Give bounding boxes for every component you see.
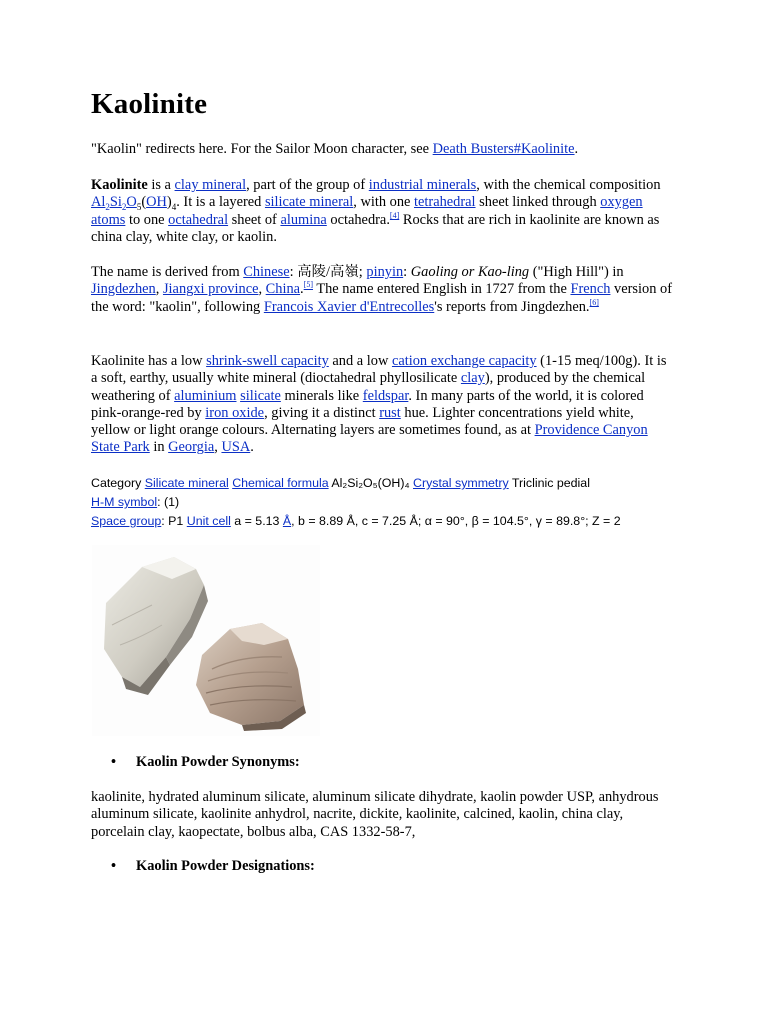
link-atoms[interactable]: atoms — [91, 211, 126, 228]
intro-paragraph: Kaolinite is a clay mineral, part of the group of industrial minerals, with the chemical composition $Al_2Si_2O_5(OH)_4$. It is a layered silicate mineral, with one tetrahedral sheet linked through oxygen atoms to one octahedral sheet of alumina octahedra.[4] Rocks that are rich in kaolinite are known as china clay, white clay, or kaolin. — [91, 177, 661, 245]
bullet-designations-heading: • Kaolin Powder Designations: — [111, 858, 315, 875]
link-alumina[interactable]: alumina — [280, 211, 327, 228]
link-angstrom[interactable]: Å — [282, 514, 292, 528]
link-formula-al[interactable]: $Al_2Si_2O$ — [91, 194, 137, 213]
reference-6[interactable]: [6] — [589, 297, 599, 307]
link-shrink-swell[interactable]: shrink-swell capacity — [206, 353, 329, 369]
link-jingdezhen[interactable]: Jingdezhen — [91, 281, 156, 298]
link-silicate-mineral-category[interactable]: Silicate mineral — [144, 476, 229, 490]
link-french[interactable]: French — [570, 281, 611, 298]
link-clay-mineral[interactable]: clay mineral — [174, 177, 247, 193]
name-origin-paragraph: The name is derived from Chinese: 高陵/高嶺; pinyin: Gaoling or Kao-ling ("High Hill") in Jingdezhen, Jiangxi province, China.[5] The name entered English in 1727 from the French version of the word: "kaolin", following Francois Xavier d'Entrecolles's reports from Jingdezhen.[6] — [91, 264, 672, 315]
bullet-list-synonyms — [111, 754, 300, 771]
link-unit-cell[interactable]: Unit cell — [186, 514, 231, 528]
link-industrial-minerals[interactable]: industrial minerals — [368, 177, 477, 193]
link-aluminium[interactable]: aluminium — [174, 387, 237, 404]
bullet-list-designations — [111, 858, 315, 875]
infobox-category-line: Category Silicate mineral Chemical formula Al₂Si₂O₅(OH)₄ Crystal symmetry Triclinic pedial — [91, 476, 590, 490]
page-title: Kaolinite — [91, 88, 208, 120]
link-chemical-formula[interactable]: Chemical formula — [232, 476, 329, 490]
link-china[interactable]: China — [265, 281, 301, 298]
link-rust[interactable]: rust — [379, 404, 401, 421]
link-providence-canyon[interactable]: Providence Canyon State Park — [91, 422, 648, 456]
bullet-synonyms-heading: • Kaolin Powder Synonyms: — [111, 754, 300, 771]
link-entrecolles[interactable]: Francois Xavier d'Entrecolles — [263, 298, 435, 315]
link-pinyin[interactable]: pinyin — [366, 264, 404, 280]
link-georgia[interactable]: Georgia — [168, 439, 215, 456]
reference-4[interactable]: [4] — [389, 210, 400, 220]
link-iron-oxide[interactable]: iron oxide — [205, 404, 265, 421]
link-silicate[interactable]: silicate — [240, 387, 281, 404]
link-usa[interactable]: USA — [221, 439, 251, 456]
link-crystal-symmetry[interactable]: Crystal symmetry — [413, 476, 509, 490]
link-tetrahedral[interactable]: tetrahedral — [414, 194, 476, 211]
link-space-group[interactable]: Space group — [91, 514, 162, 528]
infobox-hm-line: H-M symbol: (1) — [91, 495, 180, 509]
redirect-note: "Kaolin" redirects here. For the Sailor Moon character, see Death Busters#Kaolinite. — [91, 141, 579, 157]
link-cation-exchange[interactable]: cation exchange capacity — [391, 353, 537, 369]
link-clay[interactable]: clay — [460, 370, 485, 387]
link-chinese[interactable]: Chinese — [243, 264, 290, 280]
link-death-busters[interactable]: Death Busters#Kaolinite — [432, 141, 575, 157]
reference-5[interactable]: [5] — [303, 280, 313, 290]
link-silicate-mineral[interactable]: silicate mineral — [264, 194, 354, 211]
infobox-spacegroup-line: Space group: P1 Unit cell a = 5.13 Å, b = 8.89 Å, c = 7.25 Å; α = 90°, β = 104.5°, γ = 89.8°; Z = 2 — [91, 514, 621, 528]
link-hm-symbol[interactable]: H-M symbol — [91, 495, 158, 509]
properties-paragraph: Kaolinite has a low shrink-swell capacity and a low cation exchange capacity (1-15 meq/100g). It is a soft, earthy, usually white mineral (dioctahedral phyllosilicate clay), produced by the chemical weathering of aluminium silicate minerals like feldspar. In many parts of the world, it is colored pink-orange-red by iron oxide, giving it a distinct rust hue. Lighter concentrations yield white, yellow or light orange colours. Alternating layers are sometimes found, as at Providence Canyon State Park in Georgia, USA. — [91, 353, 667, 456]
kaolinite-photo — [92, 545, 320, 736]
kaolinite-rock-image — [92, 545, 320, 736]
link-oxygen[interactable]: oxygen — [600, 194, 643, 211]
link-feldspar[interactable]: feldspar — [362, 387, 409, 404]
synonyms-paragraph: kaolinite, hydrated aluminum silicate, aluminum silicate dihydrate, kaolin powder USP, anhydrous aluminum silicate, kaolinite anhydrol, nacrite, dickite, kaolinite, calcined, kaolin, china clay, porcelain clay, kaopectate, bolbus alba, CAS 1332-58-7, — [91, 789, 659, 840]
link-jiangxi-province[interactable]: Jiangxi province — [162, 281, 259, 298]
link-octahedral[interactable]: octahedral — [168, 211, 229, 228]
link-formula-oh[interactable]: OH — [146, 194, 167, 211]
